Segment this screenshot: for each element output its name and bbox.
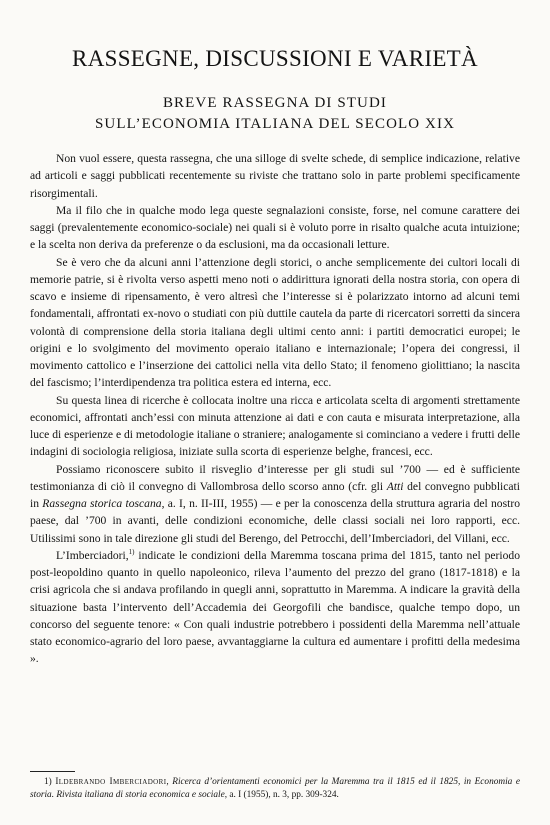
paragraph-2: Ma il filo che in qualche modo lega queste segnalazioni consiste, forse, nel comune carattere dei saggi (prevalentemente economico-sociale) nei quali si è voluto porre in risalto qualche acuta intuizione; e la scelta non deriva da preferenze o da esclusioni, ma da occasionali letture.	[30, 203, 520, 252]
footnote-reference[interactable]: 1)	[128, 547, 135, 556]
footnote-citation: , a. I (1955), n. 3, pp. 309-324.	[224, 789, 339, 800]
article-title-line-1: BREVE RASSEGNA DI STUDI	[162, 95, 388, 111]
paragraph-5-text-a: Possiamo riconoscere subito il risveglio d’interesse per gli studi sul ’700 — ed è sufficiente testimonianza di ciò il convegno di Vallombrosa dello scorso anno (cfr. gli	[30, 462, 520, 493]
paragraph-6	[30, 547, 520, 668]
article-title-line-2: SULL’ECONOMIA ITALIANA DEL SECOLO XIX	[94, 116, 456, 132]
footnote-marker: 1)	[44, 777, 52, 787]
paragraph-5-text-c: , a. I, n. II-III, 1955) — e per la conoscenza della struttura agraria del nostro paese, dal ’700 in avanti, delle condizioni economiche, delle classi sociali nei loro rapporti, ecc. Utilissimi sono in tale direzione gli studi del Berengo, del Petrocchi, dell’Imberciadori, del Villani, ecc.	[30, 497, 520, 545]
paragraph-6-text-b: indicate le condizioni della Maremma toscana prima del 1815, tanto nel periodo post-leopoldino quanto in quello napoleonico, rileva l’aumento del prezzo del grano (1817-1818) e la crisi agricola che si andava profilando in quegli anni, soprattutto in Maremma. A indicare la gravità della situazione basta l’intervento dell’Accademia dei Georgofili che bandisce, qualche tempo dopo, un concorso del seguente tenore: « Con quali industrie potrebbero i possidenti della Maremma nell’attuale stato economico-agrario del loro paese, avvantaggiarne la cultura ed aumentare i profitti della medesima ».	[30, 548, 520, 666]
footnote	[30, 776, 520, 801]
atti-title: Atti	[386, 479, 404, 493]
article-body	[30, 150, 520, 668]
paragraph-4: Su questa linea di ricerche è collocata inoltre una ricca e articolata scelta di argomenti strettamente economici, affrontati anch’essi con minuta attenzione ai dati e con cauta e misurata interpretazione, alla luce di esperienze e di metodologie italiane o straniere; analogamente si cominciano a vedere i frutti delle indagini di sociologia religiosa, iniziate sulla scorta di esperienze belghe, francesi, ecc.	[30, 393, 520, 459]
paragraph-1: Non vuol essere, questa rassegna, che una silloge di svelte schede, di semplice indicazione, relative ad articoli e saggi pubblicati recentemente su riviste che trattano solo in parte problemi specificamente risorgimentali.	[30, 152, 520, 200]
paragraph-3: Se è vero che da alcuni anni l’attenzione degli storici, o anche semplicemente dei cultori locali di memorie patrie, si è rivolta verso aspetti meno noti o addirittura ignorati della nostra storia, con opera di scavo e insieme di ripensamento, è vero altresì che l’interesse si è polarizzato intorno ad alcuni temi fondamentali, affrontati ex-novo o studiati con più duttile cautela da parte di ricercatori sorretti da sincera volontà di comprensione della storia italiana degli ultimi cento anni: i partiti democratici europei; le origini e lo svolgimento del movimento operaio italiano e internazionale; l’opera dei congressi, il movimento cattolico e l’inserzione dei cattolici nella vita dello Stato; il fenomeno giolittiano; la nascita del fascismo; l’interdipendenza tra politica estera ed interna, ecc.	[30, 255, 520, 390]
footnote-text: 1) Ildebrando Imberciadori, Ricerca d’orientamenti economici per la Maremma tra il 1815 ed il 1825, in Economia e storia. Rivista italiana di storia economica e sociale, a. I (1955), n. 3, pp. 309-324.	[30, 777, 520, 800]
footnote-author: Ildebrando Imberciadori	[55, 777, 167, 787]
section-title: RASSEGNE, DISCUSSIONI E VARIETÀ	[72, 46, 478, 71]
footnote-divider	[30, 771, 75, 772]
paragraph-5	[30, 461, 520, 547]
footnote-title: Ricerca d’orientamenti economici per la Maremma tra il 1815 ed il 1825, in Economia e storia. Rivista italiana di storia economica e sociale	[30, 777, 520, 800]
paragraph-5-text-b: del convegno pubblicati in	[30, 479, 520, 510]
paragraph-6-text-a: L’Imberciadori,	[56, 548, 129, 562]
journal-title: Rassegna storica toscana	[42, 497, 162, 510]
